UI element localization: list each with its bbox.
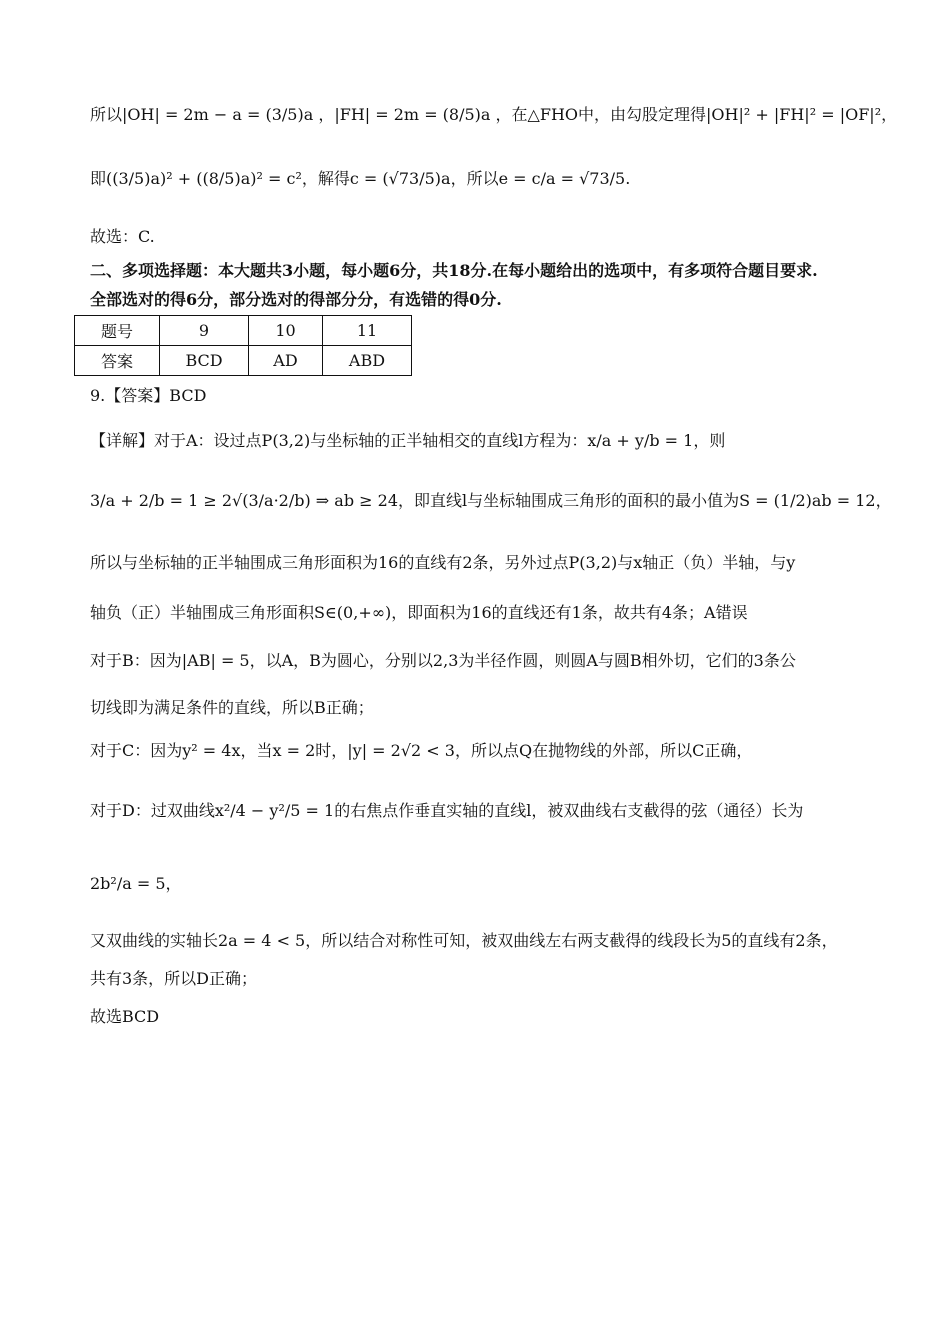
text-line-final-choice: 故选BCD [90, 1007, 160, 1026]
table-row [75, 316, 412, 346]
text-line-choose-c: 故选：C. [90, 227, 155, 246]
table-cell: 9 [160, 316, 249, 346]
table-cell: 答案 [75, 346, 160, 376]
table-cell: BCD [160, 346, 249, 376]
table-cell: 11 [323, 316, 412, 346]
answer-label: 9.【答案】BCD [90, 386, 207, 405]
section-heading-scoring: 全部选对的得6分，部分选对的得部分分，有选错的得0分. [90, 290, 502, 309]
text-line-detail-a: 【详解】对于A：设过点P(3,2)与坐标轴的正半轴相交的直线l方程为：x/a + y/b = 1，则 [90, 431, 726, 450]
text-line-option-d: 对于D：过双曲线x²/4 − y²/5 = 1的右焦点作垂直实轴的直线l，被双曲线右支截得的弦（通径）长为 [90, 801, 804, 820]
text-line-area16: 所以与坐标轴的正半轴围成三角形面积为16的直线有2条，另外过点P(3,2)与x轴正（负）半轴，与y [90, 553, 796, 572]
section-heading: 二、多项选择题：本大题共3小题，每小题6分，共18分.在每小题给出的选项中，有多项符合题目要求. [90, 261, 818, 280]
answer-table [74, 315, 412, 376]
text-line-inequality: 3/a + 2/b = 1 ≥ 2√(3/a·2/b) ⇒ ab ≥ 24，即直线l与坐标轴围成三角形的面积的最小值为S = (1/2)ab = 12， [90, 491, 892, 510]
text-line-option-b-cont: 切线即为满足条件的直线，所以B正确； [90, 698, 374, 717]
text-line-total: 共有3条，所以D正确； [90, 969, 258, 988]
table-row [75, 346, 412, 376]
text-line-oh-fh: 所以|OH| = 2m − a = (3/5)a ，|FH| = 2m = (8/5)a ，在△FHO中，由勾股定理得|OH|² + |FH|² = |OF|²， [90, 105, 898, 124]
table-cell: ABD [323, 346, 412, 376]
table-cell: 题号 [75, 316, 160, 346]
table-cell: AD [249, 346, 323, 376]
text-line-conclusion-a: 轴负（正）半轴围成三角形面积S∈(0,+∞)，即面积为16的直线还有1条，故共有4条；A错误 [90, 603, 748, 622]
text-line-real-axis: 又双曲线的实轴长2a = 4 < 5，所以结合对称性可知，被双曲线左右两支截得的线段长为5的直线有2条， [90, 931, 838, 950]
text-line-option-c: 对于C：因为y² = 4x，当x = 2时，|y| = 2√2 < 3，所以点Q在抛物线的外部，所以C正确， [90, 741, 753, 760]
text-line-latus-rectum: 2b²/a = 5， [90, 874, 182, 893]
table-cell: 10 [249, 316, 323, 346]
text-line-option-b: 对于B：因为|AB| = 5，以A，B为圆心，分别以2,3为半径作圆，则圆A与圆B相外切，它们的3条公 [90, 651, 796, 670]
text-line-solve-e: 即((3/5)a)² + ((8/5)a)² = c²，解得c = (√73/5)a，所以e = c/a = √73/5. [90, 169, 631, 188]
